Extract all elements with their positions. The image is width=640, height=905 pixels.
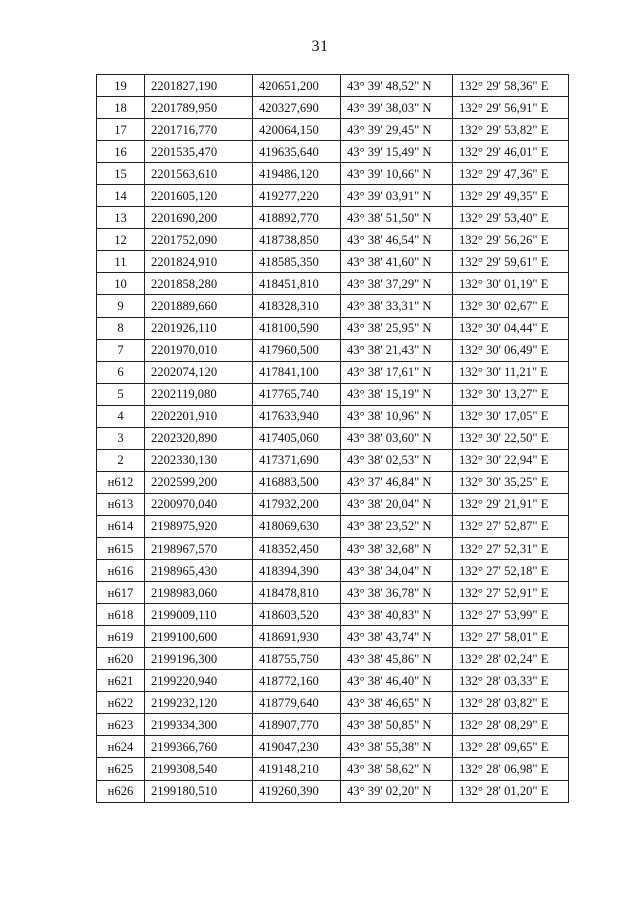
table-row	[97, 119, 569, 141]
y-coordinate-cell: 416883,500	[253, 471, 341, 493]
x-coordinate-cell: 2202320,890	[145, 427, 253, 449]
longitude-cell: 132° 28' 09,65" E	[453, 736, 569, 758]
x-coordinate-cell: 2201716,770	[145, 119, 253, 141]
y-coordinate-cell: 418585,350	[253, 251, 341, 273]
x-coordinate-cell: 2198965,430	[145, 560, 253, 582]
x-coordinate-cell: 2201889,660	[145, 295, 253, 317]
point-number-cell: 2	[97, 449, 145, 471]
table-row	[97, 251, 569, 273]
y-coordinate-cell: 420327,690	[253, 97, 341, 119]
latitude-cell: 43° 38' 40,83" N	[341, 604, 453, 626]
point-number-cell: н623	[97, 714, 145, 736]
y-coordinate-cell: 417371,690	[253, 449, 341, 471]
latitude-cell: 43° 38' 43,74" N	[341, 626, 453, 648]
latitude-cell: 43° 38' 41,60" N	[341, 251, 453, 273]
latitude-cell: 43° 37' 46,84" N	[341, 471, 453, 493]
longitude-cell: 132° 28' 06,98" E	[453, 758, 569, 780]
y-coordinate-cell: 420064,150	[253, 119, 341, 141]
table-row	[97, 361, 569, 383]
x-coordinate-cell: 2202074,120	[145, 361, 253, 383]
longitude-cell: 132° 30' 35,25" E	[453, 471, 569, 493]
latitude-cell: 43° 38' 46,65" N	[341, 692, 453, 714]
y-coordinate-cell: 418352,450	[253, 537, 341, 559]
x-coordinate-cell: 2199334,300	[145, 714, 253, 736]
point-number-cell: н614	[97, 515, 145, 537]
y-coordinate-cell: 418069,630	[253, 515, 341, 537]
longitude-cell: 132° 30' 22,94" E	[453, 449, 569, 471]
point-number-cell: н620	[97, 648, 145, 670]
table-row	[97, 273, 569, 295]
longitude-cell: 132° 29' 56,91" E	[453, 97, 569, 119]
x-coordinate-cell: 2199220,940	[145, 670, 253, 692]
longitude-cell: 132° 30' 13,27" E	[453, 383, 569, 405]
x-coordinate-cell: 2199308,540	[145, 758, 253, 780]
latitude-cell: 43° 38' 21,43" N	[341, 339, 453, 361]
x-coordinate-cell: 2201535,470	[145, 141, 253, 163]
latitude-cell: 43° 38' 20,04" N	[341, 493, 453, 515]
point-number-cell: 13	[97, 207, 145, 229]
y-coordinate-cell: 419148,210	[253, 758, 341, 780]
latitude-cell: 43° 39' 02,20" N	[341, 780, 453, 802]
longitude-cell: 132° 28' 02,24" E	[453, 648, 569, 670]
point-number-cell: 9	[97, 295, 145, 317]
latitude-cell: 43° 38' 25,95" N	[341, 317, 453, 339]
latitude-cell: 43° 39' 03,91" N	[341, 185, 453, 207]
latitude-cell: 43° 38' 03,60" N	[341, 427, 453, 449]
coordinates-table	[96, 74, 569, 803]
longitude-cell: 132° 29' 21,91" E	[453, 493, 569, 515]
latitude-cell: 43° 38' 23,52" N	[341, 515, 453, 537]
longitude-cell: 132° 29' 53,82" E	[453, 119, 569, 141]
y-coordinate-cell: 419260,390	[253, 780, 341, 802]
point-number-cell: н617	[97, 582, 145, 604]
latitude-cell: 43° 38' 37,29" N	[341, 273, 453, 295]
x-coordinate-cell: 2201605,120	[145, 185, 253, 207]
table-row	[97, 163, 569, 185]
latitude-cell: 43° 38' 58,62" N	[341, 758, 453, 780]
point-number-cell: 8	[97, 317, 145, 339]
x-coordinate-cell: 2202599,200	[145, 471, 253, 493]
longitude-cell: 132° 30' 01,19" E	[453, 273, 569, 295]
longitude-cell: 132° 27' 58,01" E	[453, 626, 569, 648]
table-row	[97, 75, 569, 97]
table-row	[97, 229, 569, 251]
latitude-cell: 43° 38' 02,53" N	[341, 449, 453, 471]
y-coordinate-cell: 418100,590	[253, 317, 341, 339]
y-coordinate-cell: 418755,750	[253, 648, 341, 670]
y-coordinate-cell: 418328,310	[253, 295, 341, 317]
latitude-cell: 43° 38' 46,54" N	[341, 229, 453, 251]
page-number: 31	[311, 38, 329, 55]
longitude-cell: 132° 30' 04,44" E	[453, 317, 569, 339]
table-row	[97, 626, 569, 648]
y-coordinate-cell: 417841,100	[253, 361, 341, 383]
point-number-cell: 15	[97, 163, 145, 185]
longitude-cell: 132° 29' 47,36" E	[453, 163, 569, 185]
longitude-cell: 132° 27' 52,91" E	[453, 582, 569, 604]
x-coordinate-cell: 2198967,570	[145, 537, 253, 559]
y-coordinate-cell: 417633,940	[253, 405, 341, 427]
table-row	[97, 97, 569, 119]
point-number-cell: н612	[97, 471, 145, 493]
y-coordinate-cell: 417960,500	[253, 339, 341, 361]
x-coordinate-cell: 2201858,280	[145, 273, 253, 295]
x-coordinate-cell: 2202119,080	[145, 383, 253, 405]
latitude-cell: 43° 38' 34,04" N	[341, 560, 453, 582]
longitude-cell: 132° 27' 53,99" E	[453, 604, 569, 626]
x-coordinate-cell: 2199100,600	[145, 626, 253, 648]
longitude-cell: 132° 28' 03,33" E	[453, 670, 569, 692]
x-coordinate-cell: 2201563,610	[145, 163, 253, 185]
latitude-cell: 43° 38' 36,78" N	[341, 582, 453, 604]
x-coordinate-cell: 2198983,060	[145, 582, 253, 604]
point-number-cell: н621	[97, 670, 145, 692]
latitude-cell: 43° 38' 17,61" N	[341, 361, 453, 383]
y-coordinate-cell: 420651,200	[253, 75, 341, 97]
point-number-cell: 10	[97, 273, 145, 295]
point-number-cell: 19	[97, 75, 145, 97]
table-row	[97, 207, 569, 229]
point-number-cell: 17	[97, 119, 145, 141]
table-row	[97, 317, 569, 339]
y-coordinate-cell: 417405,060	[253, 427, 341, 449]
longitude-cell: 132° 30' 06,49" E	[453, 339, 569, 361]
longitude-cell: 132° 29' 46,01" E	[453, 141, 569, 163]
table-row	[97, 736, 569, 758]
y-coordinate-cell: 419635,640	[253, 141, 341, 163]
table-row	[97, 692, 569, 714]
latitude-cell: 43° 38' 50,85" N	[341, 714, 453, 736]
point-number-cell: н613	[97, 493, 145, 515]
point-number-cell: н615	[97, 537, 145, 559]
table-row	[97, 758, 569, 780]
longitude-cell: 132° 27' 52,18" E	[453, 560, 569, 582]
point-number-cell: 18	[97, 97, 145, 119]
longitude-cell: 132° 27' 52,31" E	[453, 537, 569, 559]
latitude-cell: 43° 38' 33,31" N	[341, 295, 453, 317]
y-coordinate-cell: 419277,220	[253, 185, 341, 207]
latitude-cell: 43° 38' 51,50" N	[341, 207, 453, 229]
point-number-cell: 7	[97, 339, 145, 361]
x-coordinate-cell: 2201752,090	[145, 229, 253, 251]
point-number-cell: н624	[97, 736, 145, 758]
y-coordinate-cell: 418691,930	[253, 626, 341, 648]
latitude-cell: 43° 38' 45,86" N	[341, 648, 453, 670]
point-number-cell: н622	[97, 692, 145, 714]
table-row	[97, 648, 569, 670]
y-coordinate-cell: 418892,770	[253, 207, 341, 229]
y-coordinate-cell: 418738,850	[253, 229, 341, 251]
x-coordinate-cell: 2199366,760	[145, 736, 253, 758]
table-row	[97, 780, 569, 802]
point-number-cell: 12	[97, 229, 145, 251]
point-number-cell: 14	[97, 185, 145, 207]
coordinates-table-body	[97, 75, 569, 803]
latitude-cell: 43° 38' 32,68" N	[341, 537, 453, 559]
latitude-cell: 43° 39' 15,49" N	[341, 141, 453, 163]
point-number-cell: 4	[97, 405, 145, 427]
table-row	[97, 604, 569, 626]
table-row	[97, 471, 569, 493]
longitude-cell: 132° 30' 11,21" E	[453, 361, 569, 383]
latitude-cell: 43° 39' 48,52" N	[341, 75, 453, 97]
x-coordinate-cell: 2199180,510	[145, 780, 253, 802]
point-number-cell: н618	[97, 604, 145, 626]
table-row	[97, 515, 569, 537]
table-row	[97, 449, 569, 471]
point-number-cell: н619	[97, 626, 145, 648]
table-row	[97, 185, 569, 207]
y-coordinate-cell: 419486,120	[253, 163, 341, 185]
table-row	[97, 295, 569, 317]
table-row	[97, 714, 569, 736]
x-coordinate-cell: 2201690,200	[145, 207, 253, 229]
longitude-cell: 132° 30' 17,05" E	[453, 405, 569, 427]
longitude-cell: 132° 29' 49,35" E	[453, 185, 569, 207]
table-row	[97, 427, 569, 449]
x-coordinate-cell: 2202330,130	[145, 449, 253, 471]
longitude-cell: 132° 27' 52,87" E	[453, 515, 569, 537]
longitude-cell: 132° 29' 58,36" E	[453, 75, 569, 97]
latitude-cell: 43° 39' 10,66" N	[341, 163, 453, 185]
latitude-cell: 43° 38' 10,96" N	[341, 405, 453, 427]
table-row	[97, 339, 569, 361]
point-number-cell: 11	[97, 251, 145, 273]
latitude-cell: 43° 39' 29,45" N	[341, 119, 453, 141]
y-coordinate-cell: 418394,390	[253, 560, 341, 582]
table-row	[97, 582, 569, 604]
x-coordinate-cell: 2201827,190	[145, 75, 253, 97]
point-number-cell: н626	[97, 780, 145, 802]
x-coordinate-cell: 2201970,010	[145, 339, 253, 361]
x-coordinate-cell: 2201824,910	[145, 251, 253, 273]
y-coordinate-cell: 418478,810	[253, 582, 341, 604]
x-coordinate-cell: 2200970,040	[145, 493, 253, 515]
latitude-cell: 43° 38' 55,38" N	[341, 736, 453, 758]
point-number-cell: 16	[97, 141, 145, 163]
table-row	[97, 670, 569, 692]
x-coordinate-cell: 2198975,920	[145, 515, 253, 537]
point-number-cell: н625	[97, 758, 145, 780]
table-row	[97, 493, 569, 515]
table-row	[97, 560, 569, 582]
x-coordinate-cell: 2199232,120	[145, 692, 253, 714]
y-coordinate-cell: 419047,230	[253, 736, 341, 758]
point-number-cell: н616	[97, 560, 145, 582]
longitude-cell: 132° 30' 02,67" E	[453, 295, 569, 317]
longitude-cell: 132° 29' 56,26" E	[453, 229, 569, 251]
point-number-cell: 5	[97, 383, 145, 405]
y-coordinate-cell: 417932,200	[253, 493, 341, 515]
y-coordinate-cell: 418772,160	[253, 670, 341, 692]
longitude-cell: 132° 28' 08,29" E	[453, 714, 569, 736]
y-coordinate-cell: 418907,770	[253, 714, 341, 736]
latitude-cell: 43° 39' 38,03" N	[341, 97, 453, 119]
x-coordinate-cell: 2199196,300	[145, 648, 253, 670]
table-row	[97, 537, 569, 559]
table-row	[97, 141, 569, 163]
y-coordinate-cell: 417765,740	[253, 383, 341, 405]
longitude-cell: 132° 28' 03,82" E	[453, 692, 569, 714]
x-coordinate-cell: 2201926,110	[145, 317, 253, 339]
latitude-cell: 43° 38' 46,40" N	[341, 670, 453, 692]
longitude-cell: 132° 28' 01,20" E	[453, 780, 569, 802]
latitude-cell: 43° 38' 15,19" N	[341, 383, 453, 405]
x-coordinate-cell: 2201789,950	[145, 97, 253, 119]
y-coordinate-cell: 418451,810	[253, 273, 341, 295]
longitude-cell: 132° 30' 22,50" E	[453, 427, 569, 449]
point-number-cell: 3	[97, 427, 145, 449]
longitude-cell: 132° 29' 53,40" E	[453, 207, 569, 229]
y-coordinate-cell: 418603,520	[253, 604, 341, 626]
longitude-cell: 132° 29' 59,61" E	[453, 251, 569, 273]
y-coordinate-cell: 418779,640	[253, 692, 341, 714]
point-number-cell: 6	[97, 361, 145, 383]
table-row	[97, 405, 569, 427]
table-row	[97, 383, 569, 405]
x-coordinate-cell: 2202201,910	[145, 405, 253, 427]
x-coordinate-cell: 2199009,110	[145, 604, 253, 626]
